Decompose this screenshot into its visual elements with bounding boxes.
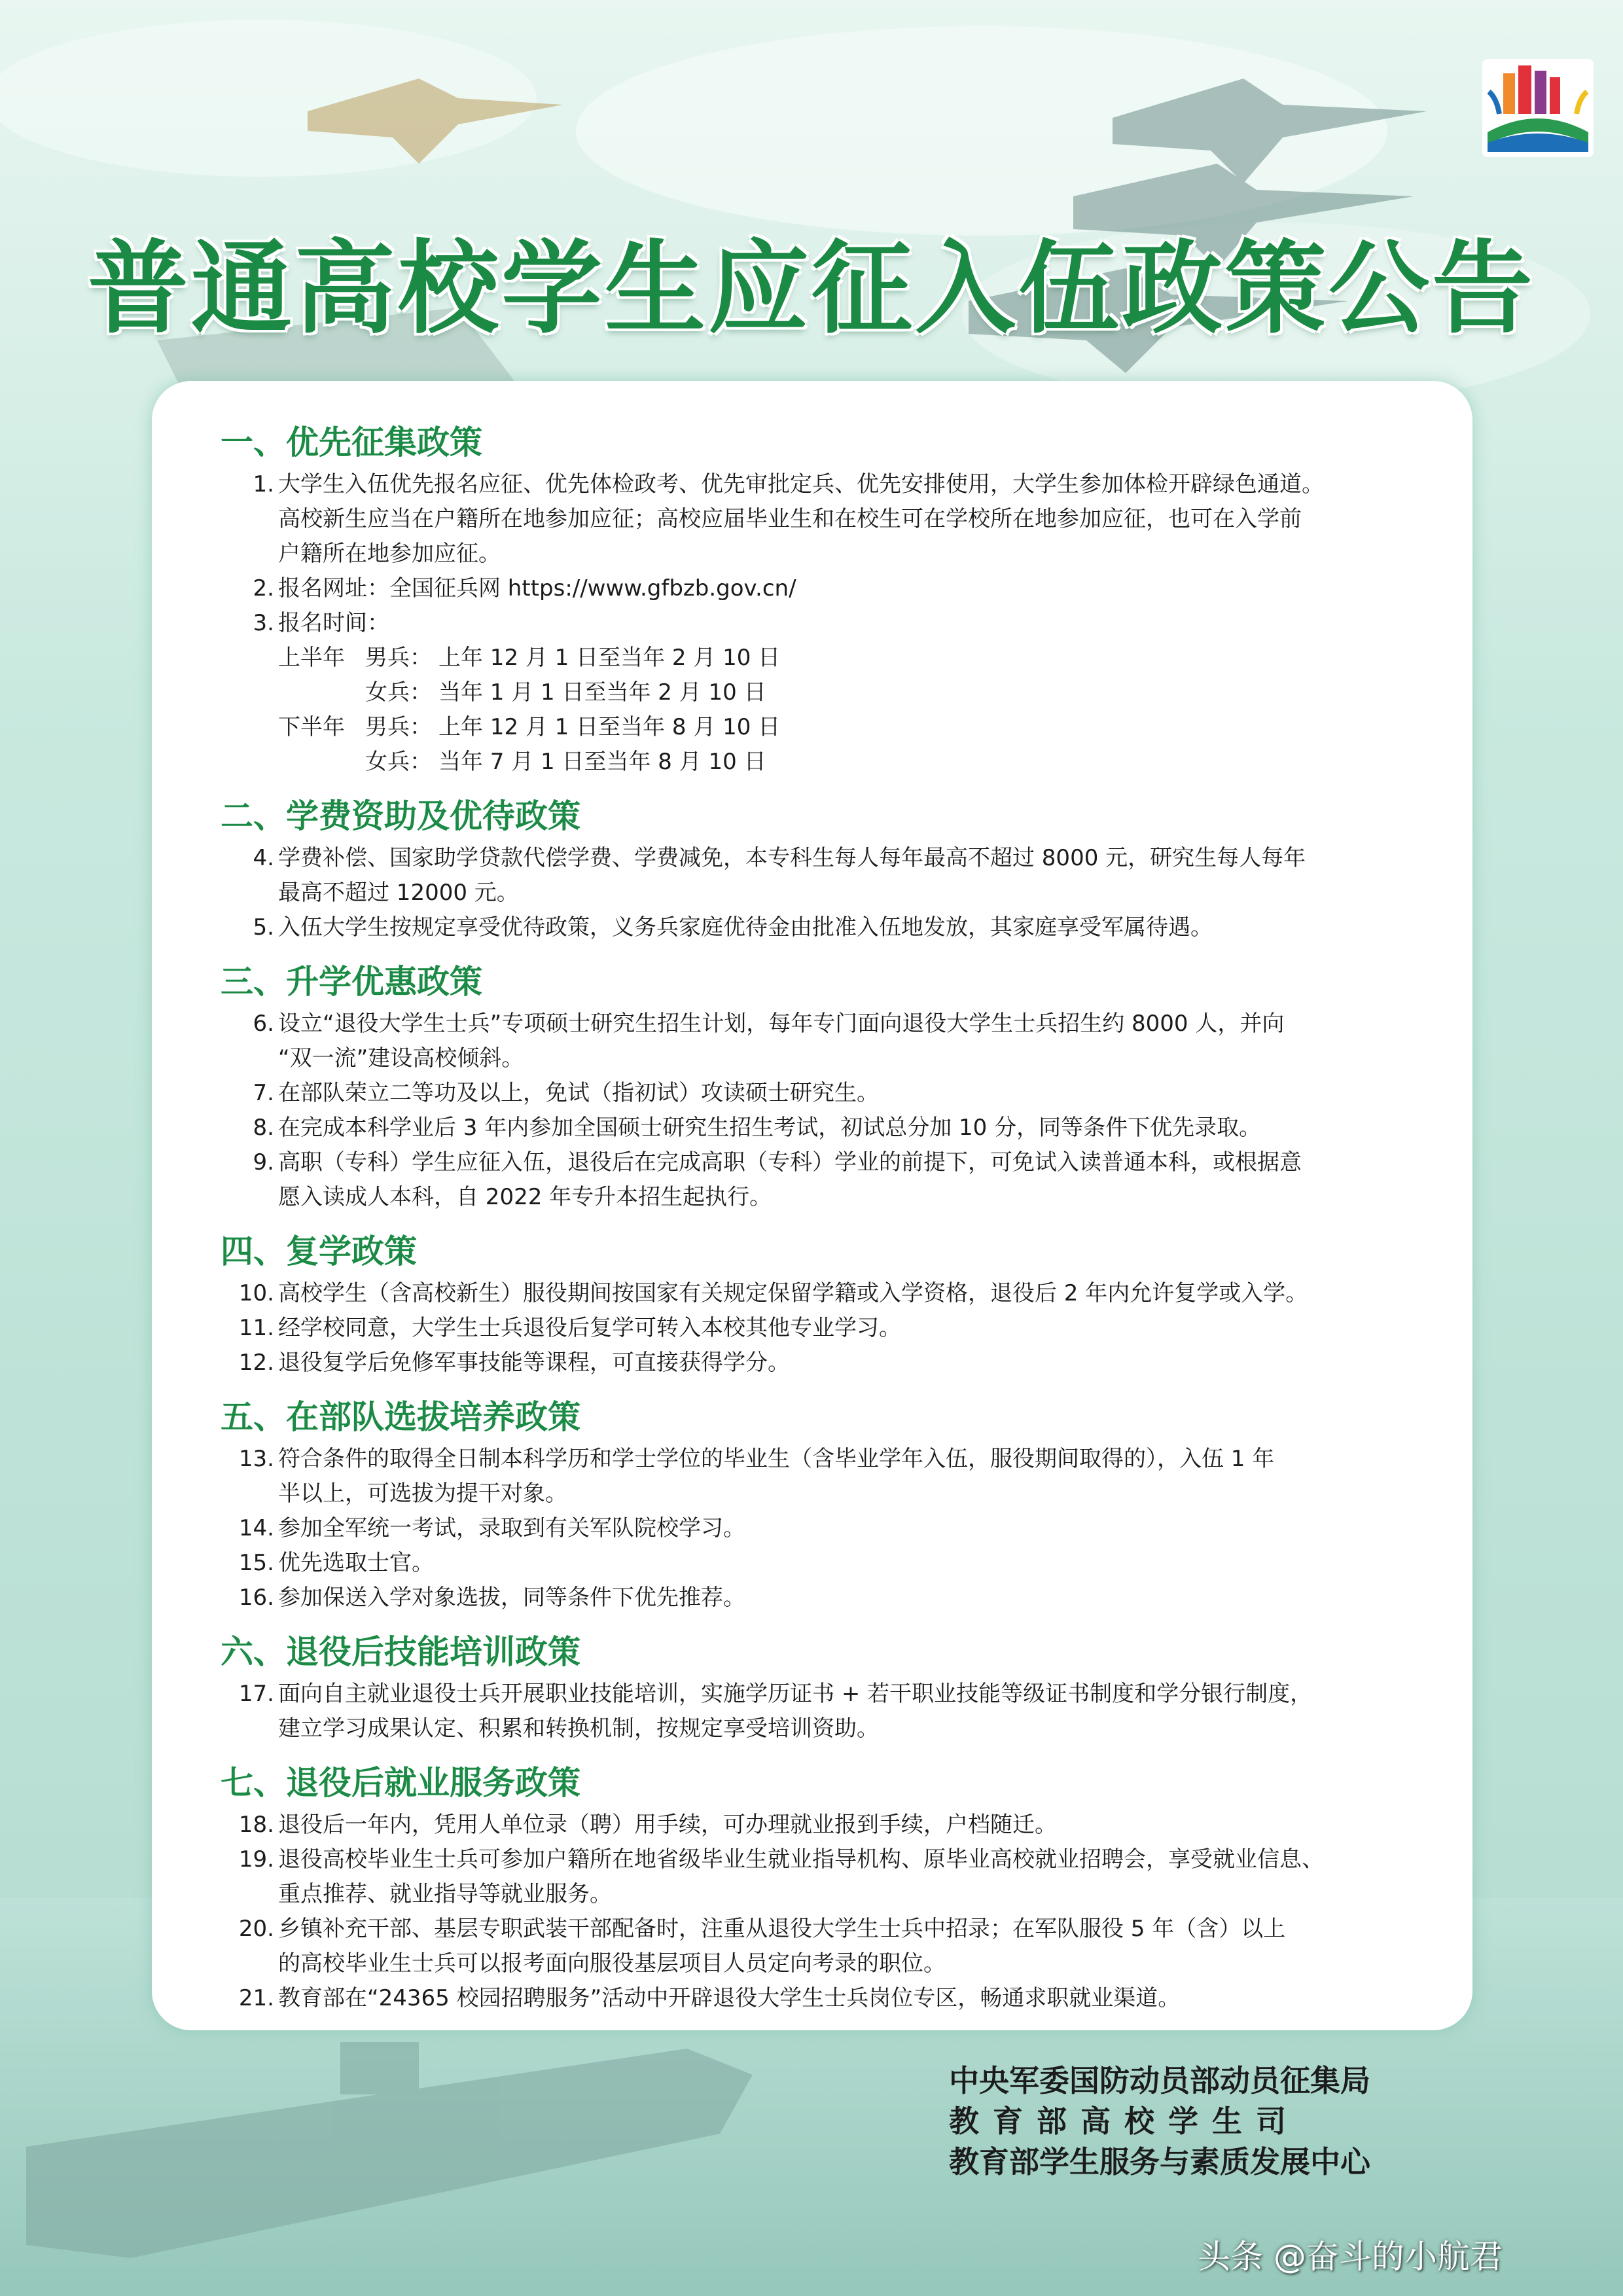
policy-item: [221, 606, 1451, 641]
watermark: 头条 @奋斗的小航君: [1198, 2238, 1503, 2276]
item-number: [221, 1180, 278, 1215]
item-number: 12.: [238, 1350, 274, 1376]
section-heading: 三、升学优惠政策: [221, 963, 482, 1001]
schedule-row: [221, 675, 1451, 710]
issuer-1: 中央军委国防动员部动员征集局: [949, 2063, 1370, 2098]
policy-item: [221, 1477, 1451, 1511]
item-text: 在完成本科学业后 3 年内参加全国硕士研究生招生考试，初试总分加 10 分，同等条件下优先录取。: [278, 1115, 1262, 1141]
policy-item: [221, 1180, 1451, 1215]
policy-item: [221, 1511, 1451, 1546]
item-number: 1.: [253, 471, 274, 497]
item-number: 18.: [238, 1812, 274, 1838]
schedule-row: [221, 641, 1451, 675]
policy-item: [221, 1842, 1451, 1877]
item-number: 6.: [253, 1011, 274, 1037]
policy-item: [221, 876, 1451, 910]
section-gap: [221, 1746, 1451, 1761]
section-heading: 二、学费资助及优待政策: [221, 797, 580, 835]
item-text: 高职（专科）学生应征入伍，退役后在完成高职（专科）学业的前提下，可免试入读普通本科，或根据意: [278, 1149, 1302, 1175]
item-number: 13.: [238, 1446, 274, 1472]
item-text: 学费补偿、国家助学贷款代偿学费、学费减免，本专科生每人每年最高不超过 8000 元，研究生每人每年: [278, 845, 1306, 871]
section-gap: [221, 1215, 1451, 1229]
policy-item: [221, 1007, 1451, 1041]
item-text: 建立学习成果认定、积累和转换机制，按规定享受培训资助。: [278, 1715, 879, 1742]
policy-item: [221, 571, 1451, 606]
schedule-period: 上年 12 月 1 日至当年 2 月 10 日: [438, 645, 781, 671]
item-number: 9.: [253, 1149, 274, 1175]
item-number: 7.: [253, 1080, 274, 1106]
policy-item: [221, 1041, 1451, 1076]
policy-list: [221, 420, 1451, 2016]
policy-item: [221, 1546, 1451, 1581]
item-number: [221, 537, 278, 571]
policy-item: [221, 1981, 1451, 2016]
item-text: 教育部在“24365 校园招聘服务”活动中开辟退役大学生士兵岗位专区，畅通求职就业渠道。: [278, 1985, 1181, 2011]
item-text: 面向自主就业退役士兵开展职业技能培训，实施学历证书 + 若干职业技能等级证书制度和学分银行制度，: [278, 1681, 1313, 1707]
item-text: 的高校毕业生士兵可以报考面向服役基层项目人员定向考录的职位。: [278, 1950, 946, 1977]
item-text: 乡镇补充干部、基层专职武装干部配备时，注重从退役大学生士兵中招录；在军队服役 5 年（含）以上: [278, 1916, 1286, 1942]
item-text: 入伍大学生按规定享受优待政策，义务兵家庭优待金由批准入伍地发放，其家庭享受军属待遇。: [278, 914, 1213, 941]
item-number: [221, 876, 278, 910]
schedule-period: 当年 1 月 1 日至当年 2 月 10 日: [438, 679, 766, 706]
item-text: 优先选取士官。: [278, 1550, 434, 1576]
item-text: 经学校同意，大学生士兵退役后复学可转入本校其他专业学习。: [278, 1315, 901, 1341]
item-text: 报名网址：全国征兵网 https://www.gfbzb.gov.cn/: [278, 575, 796, 601]
policy-item: [221, 1677, 1451, 1712]
item-number: [221, 1041, 278, 1076]
schedule-row: [221, 710, 1451, 745]
item-text: 符合条件的取得全日制本科学历和学士学位的毕业生（含毕业学年入伍，服役期间取得的），入伍 1 年: [278, 1446, 1275, 1472]
section-gap: [221, 945, 1451, 960]
section-heading: 六、退役后技能培训政策: [221, 1633, 580, 1671]
policy-item: [221, 1442, 1451, 1477]
policy-item: [221, 467, 1451, 502]
item-text: 最高不超过 12000 元。: [278, 880, 519, 906]
policy-item: [221, 502, 1451, 537]
schedule-half: 上半年: [278, 645, 345, 671]
policy-item: [221, 1808, 1451, 1842]
item-number: 2.: [253, 575, 274, 601]
item-text: 高校学生（含高校新生）服役期间按国家有关规定保留学籍或入学资格，退役后 2 年内允许复学或入学。: [278, 1280, 1308, 1306]
policy-item: [221, 1076, 1451, 1111]
issuers: [949, 2060, 1472, 2182]
policy-item: [221, 1111, 1451, 1145]
section-heading: 一、优先征集政策: [221, 423, 482, 461]
policy-item: [221, 1877, 1451, 1912]
issuer-3: 教育部学生服务与素质发展中心: [949, 2144, 1370, 2179]
section-heading: 七、退役后就业服务政策: [221, 1764, 580, 1802]
item-text: 在部队荣立二等功及以上，免试（指初试）攻读硕士研究生。: [278, 1080, 879, 1106]
item-text: “双一流”建设高校倾斜。: [278, 1045, 524, 1071]
item-number: 19.: [238, 1846, 274, 1873]
item-number: 17.: [238, 1681, 274, 1707]
item-number: 15.: [238, 1550, 274, 1576]
item-text: 退役复学后免修军事技能等课程，可直接获得学分。: [278, 1350, 790, 1376]
schedule-half: 下半年: [278, 714, 345, 740]
schedule-half: [221, 745, 365, 780]
item-number: 21.: [238, 1985, 274, 2011]
policy-item: [221, 1946, 1451, 1981]
section-gap: [221, 1615, 1451, 1630]
item-text: 户籍所在地参加应征。: [278, 541, 501, 567]
item-text: 报名时间：: [278, 610, 389, 636]
item-number: [221, 1712, 278, 1746]
item-number: [221, 502, 278, 537]
item-number: 4.: [253, 845, 274, 871]
item-number: [221, 1877, 278, 1912]
item-text: 半以上，可选拔为提干对象。: [278, 1480, 567, 1507]
schedule-half: [221, 675, 365, 710]
item-number: [221, 1946, 278, 1981]
schedule-period: 上年 12 月 1 日至当年 8 月 10 日: [438, 714, 781, 740]
item-text: 参加保送入学对象选拔，同等条件下优先推荐。: [278, 1585, 745, 1611]
schedule-gender: 男兵：: [365, 645, 432, 671]
page-title: 普通高校学生应征入伍政策公告: [87, 230, 1535, 348]
issuer-2: 教育部高校学生司: [949, 2104, 1300, 2139]
item-text: 退役后一年内，凭用人单位录（聘）用手续，可办理就业报到手续，户档随迁。: [278, 1812, 1057, 1838]
section-gap: [221, 780, 1451, 794]
policy-item: [221, 1712, 1451, 1746]
item-number: 8.: [253, 1115, 274, 1141]
item-number: 3.: [253, 610, 274, 636]
item-number: 5.: [253, 914, 274, 941]
policy-item: [221, 537, 1451, 571]
policy-item: [221, 1145, 1451, 1180]
policy-item: [221, 1912, 1451, 1946]
policy-item: [221, 910, 1451, 945]
item-text: 高校新生应当在户籍所在地参加应征；高校应届毕业生和在校生可在学校所在地参加应征，也可在入学前: [278, 506, 1302, 532]
policy-item: [221, 841, 1451, 876]
item-text: 设立“退役大学生士兵”专项硕士研究生招生计划，每年专门面向退役大学生士兵招生约 8000 人，并向: [278, 1011, 1285, 1037]
section-heading: 四、复学政策: [221, 1232, 417, 1270]
item-number: 11.: [238, 1315, 274, 1341]
schedule-gender: 女兵：: [365, 749, 432, 775]
item-number: 10.: [238, 1280, 274, 1306]
item-text: 参加全军统一考试，录取到有关军队院校学习。: [278, 1515, 745, 1541]
section-gap: [221, 1380, 1451, 1395]
schedule-gender: 女兵：: [365, 679, 432, 706]
policy-card: [152, 381, 1472, 2030]
item-text: 退役高校毕业生士兵可参加户籍所在地省级毕业生就业指导机构、原毕业高校就业招聘会，享受就业信息、: [278, 1846, 1324, 1873]
policy-item: [221, 1346, 1451, 1380]
policy-item: [221, 1276, 1451, 1311]
item-text: 愿入读成人本科，自 2022 年专升本招生起执行。: [278, 1184, 772, 1210]
item-text: 重点推荐、就业指导等就业服务。: [278, 1881, 612, 1907]
schedule-gender: 男兵：: [365, 714, 432, 740]
item-number: 16.: [238, 1585, 274, 1611]
item-number: 20.: [238, 1916, 274, 1942]
policy-item: [221, 1581, 1451, 1615]
section-heading: 五、在部队选拔培养政策: [221, 1398, 580, 1436]
logo-icon: [1482, 59, 1594, 157]
item-number: 14.: [238, 1515, 274, 1541]
item-number: [221, 1477, 278, 1511]
item-text: 大学生入伍优先报名应征、优先体检政考、优先审批定兵、优先安排使用，大学生参加体检开辟绿色通道。: [278, 471, 1324, 497]
schedule-period: 当年 7 月 1 日至当年 8 月 10 日: [438, 749, 766, 775]
policy-item: [221, 1311, 1451, 1346]
schedule-row: [221, 745, 1451, 780]
